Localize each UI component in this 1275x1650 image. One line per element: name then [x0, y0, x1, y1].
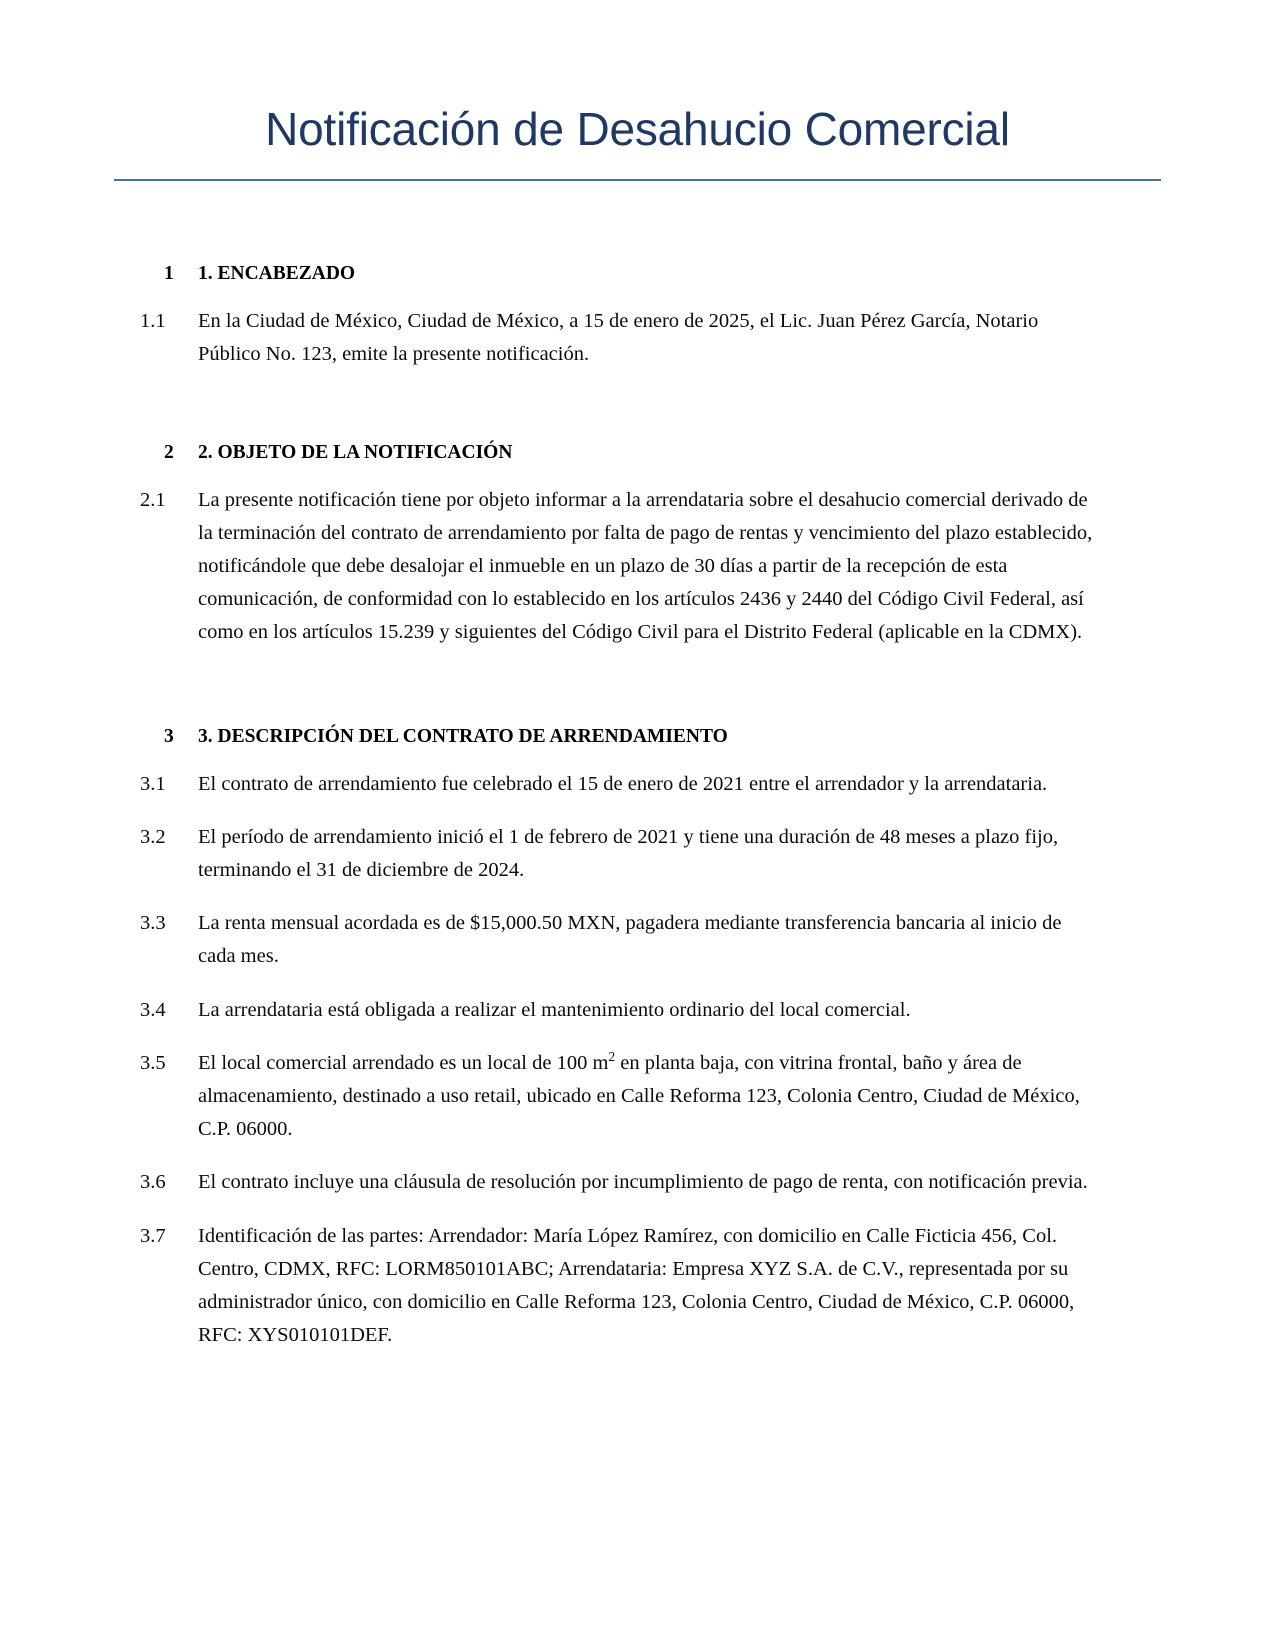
section-2-number: 2 — [164, 441, 174, 463]
clause-2-1 — [140, 484, 1100, 650]
section-3-title: 3. DESCRIPCIÓN DEL CONTRATO DE ARRENDAMIENTO — [198, 725, 728, 747]
clause-3-7 — [140, 1220, 1100, 1353]
document-header — [0, 0, 1275, 181]
spacer — [140, 464, 1100, 484]
clause-3-1 — [140, 768, 1100, 801]
section-2-title: 2. OBJETO DE LA NOTIFICACIÓN — [198, 441, 513, 463]
clause-3-7-number: 3.7 — [140, 1224, 166, 1247]
spacer — [140, 801, 1100, 821]
section-2 — [140, 442, 1100, 650]
spacer — [140, 285, 1100, 305]
clause-3-5 — [140, 1047, 1100, 1147]
clause-3-6-number: 3.6 — [140, 1171, 166, 1194]
square-meter-superscript: 2 — [608, 1049, 616, 1064]
clause-3-1-number: 3.1 — [140, 772, 166, 795]
clause-3-3 — [140, 907, 1100, 973]
section-1-number: 1 — [164, 263, 174, 285]
spacer — [140, 974, 1100, 994]
section-3-heading — [140, 726, 1100, 748]
clause-3-5-text-before-superscript: El local comercial arrendado es un local de 100 m — [198, 1051, 609, 1074]
page-title: Notificación de Desahucio Comercial — [265, 103, 1010, 155]
clause-3-5-text-after-superscript: en planta baja, con vitrina frontal, baño y área de almacenamiento, destinado a uso retail, ubicado en Calle Reforma 123, Colonia Centro, Ciudad de México, C.P. 06000. — [198, 1051, 1080, 1141]
spacer — [140, 1146, 1100, 1166]
section-1-title: 1. ENCABEZADO — [198, 263, 356, 285]
clause-3-6 — [140, 1166, 1100, 1199]
title-divider — [114, 179, 1161, 181]
clause-3-7-text: Identificación de las partes: Arrendador: María López Ramírez, con domicilio en Calle Ficticia 456, Col. Centro, CDMX, RFC: LORM850101ABC; Arrendataria: Empresa XYZ S.A. de C.V., representada por su administrador único, con domicilio en Calle Reforma 123, Colonia Centro, Ciudad de México, C.P. 06000, RFC: XYS010101DEF. — [198, 1224, 1075, 1347]
clause-3-5-number: 3.5 — [140, 1051, 166, 1074]
clause-3-4-text: La arrendataria está obligada a realizar el mantenimiento ordinario del local comercial. — [198, 998, 911, 1021]
section-2-heading — [140, 442, 1100, 464]
clause-2-1-text: La presente notificación tiene por objeto informar a la arrendataria sobre el desahucio comercial derivado de la terminación del contrato de arrendamiento por falta de pago de rentas y vencimiento del plazo establecido, notificándole que debe desalojar el inmueble en un plazo de 30 días a partir de la recepción de esta comunicación, de conformidad con lo establecido en los artículos 2436 y 2440 del Código Civil Federal, así como en los artículos 15.239 y siguientes del Código Civil para el Distrito Federal (aplicable en la CDMX). — [198, 488, 1093, 644]
document-body — [0, 263, 1275, 1352]
clause-1-1-text: En la Ciudad de México, Ciudad de México, a 15 de enero de 2025, el Lic. Juan Pérez García, Notario Público No. 123, emite la presente notificación. — [198, 310, 1039, 366]
clause-3-4-number: 3.4 — [140, 998, 166, 1021]
clause-3-5-text — [198, 1047, 1100, 1147]
clause-3-6-text: El contrato incluye una cláusula de resolución por incumplimiento de pago de renta, con notificación previa. — [198, 1171, 1088, 1194]
clause-3-3-number: 3.3 — [140, 912, 166, 935]
clause-3-2 — [140, 821, 1100, 887]
spacer — [140, 748, 1100, 768]
section-3-number: 3 — [164, 725, 174, 747]
clause-1-1 — [140, 305, 1100, 371]
clause-3-1-text: El contrato de arrendamiento fue celebrado el 15 de enero de 2021 entre el arrendador y la arrendataria. — [198, 772, 1048, 795]
clause-3-4 — [140, 994, 1100, 1027]
clause-2-1-number: 2.1 — [140, 488, 166, 511]
clause-3-3-text: La renta mensual acordada es de $15,000.50 MXN, pagadera mediante transferencia bancaria al inicio de cada mes. — [198, 912, 1062, 968]
spacer — [140, 1027, 1100, 1047]
spacer — [140, 1200, 1100, 1220]
clause-3-2-number: 3.2 — [140, 825, 166, 848]
spacer — [140, 887, 1100, 907]
clause-3-2-text: El período de arrendamiento inició el 1 de febrero de 2021 y tiene una duración de 48 meses a plazo fijo, terminando el 31 de diciembre de 2024. — [198, 825, 1059, 882]
section-1 — [140, 263, 1100, 371]
clause-1-1-number: 1.1 — [140, 310, 166, 333]
section-3 — [140, 726, 1100, 1353]
section-1-heading — [140, 263, 1100, 285]
